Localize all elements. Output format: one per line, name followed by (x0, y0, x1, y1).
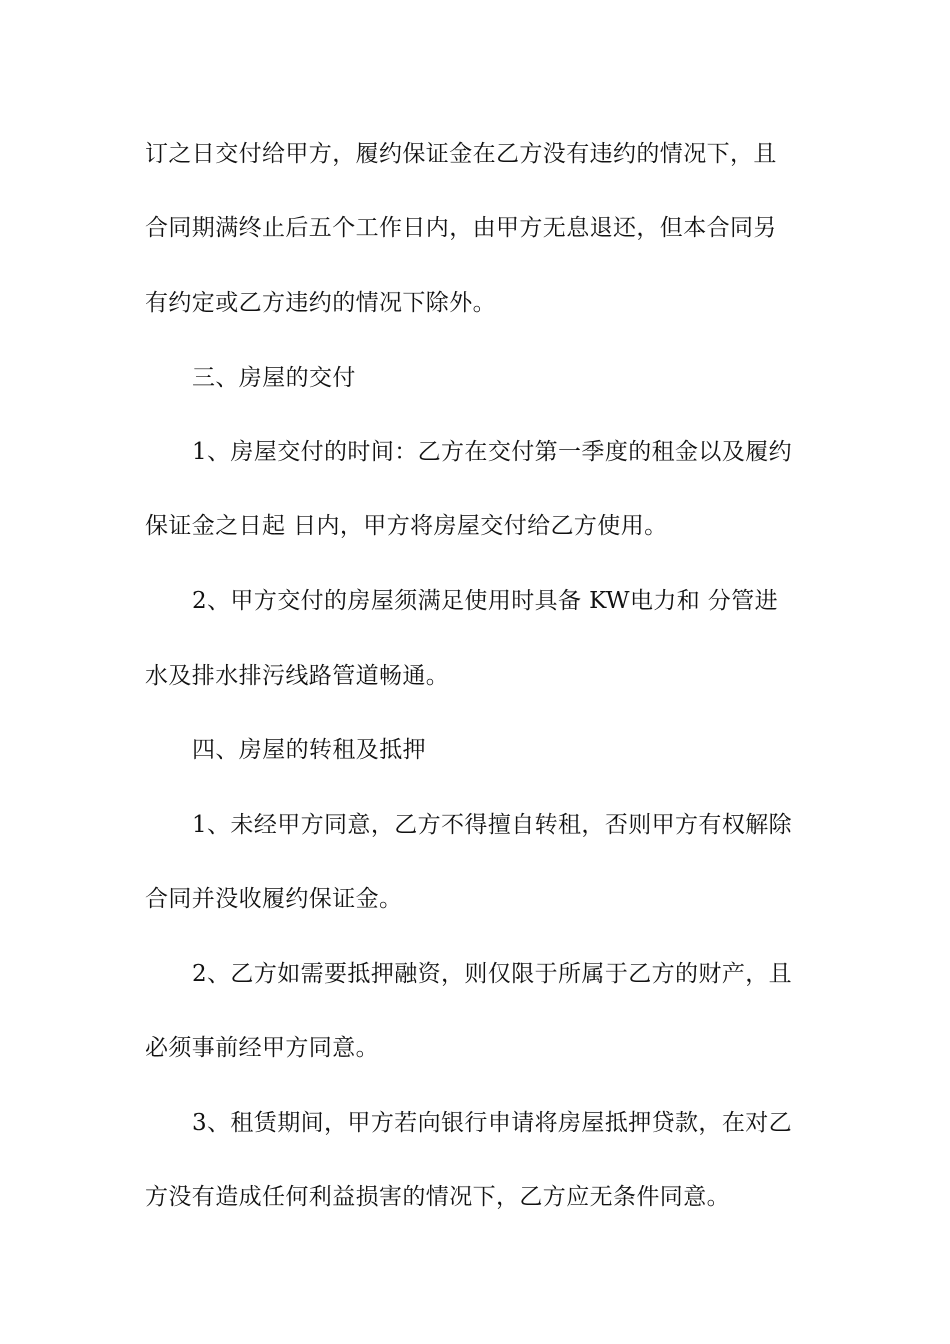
text-line-13: 必须事前经甲方同意。 (145, 1035, 379, 1061)
text-line-11: 合同并没收履约保证金。 (145, 886, 403, 912)
text-line-8: 水及排水排污线路管道畅通。 (145, 663, 450, 689)
section-heading-delivery: 三、房屋的交付 (192, 365, 356, 391)
text-line-14: 3、租赁期间，甲方若向银行申请将房屋抵押贷款，在对乙 (192, 1110, 793, 1136)
text-line-7: 2、甲方交付的房屋须满足使用时具备 KW电力和 分管进 (192, 588, 779, 614)
text-line-2: 合同期满终止后五个工作日内，由甲方无息退还，但本合同另 (145, 215, 777, 241)
text-line-5: 1、房屋交付的时间：乙方在交付第一季度的租金以及履约 (192, 439, 793, 465)
text-line-15: 方没有造成任何利益损害的情况下，乙方应无条件同意。 (145, 1184, 730, 1210)
text-line-10: 1、未经甲方同意，乙方不得擅自转租，否则甲方有权解除 (192, 812, 793, 838)
section-heading-sublease: 四、房屋的转租及抵押 (192, 737, 426, 763)
text-line-6: 保证金之日起 日内，甲方将房屋交付给乙方使用。 (145, 513, 668, 539)
text-line-12: 2、乙方如需要抵押融资，则仅限于所属于乙方的财产，且 (192, 961, 793, 987)
text-line-1: 订之日交付给甲方，履约保证金在乙方没有违约的情况下，且 (145, 141, 777, 167)
text-line-3: 有约定或乙方违约的情况下除外。 (145, 290, 496, 316)
